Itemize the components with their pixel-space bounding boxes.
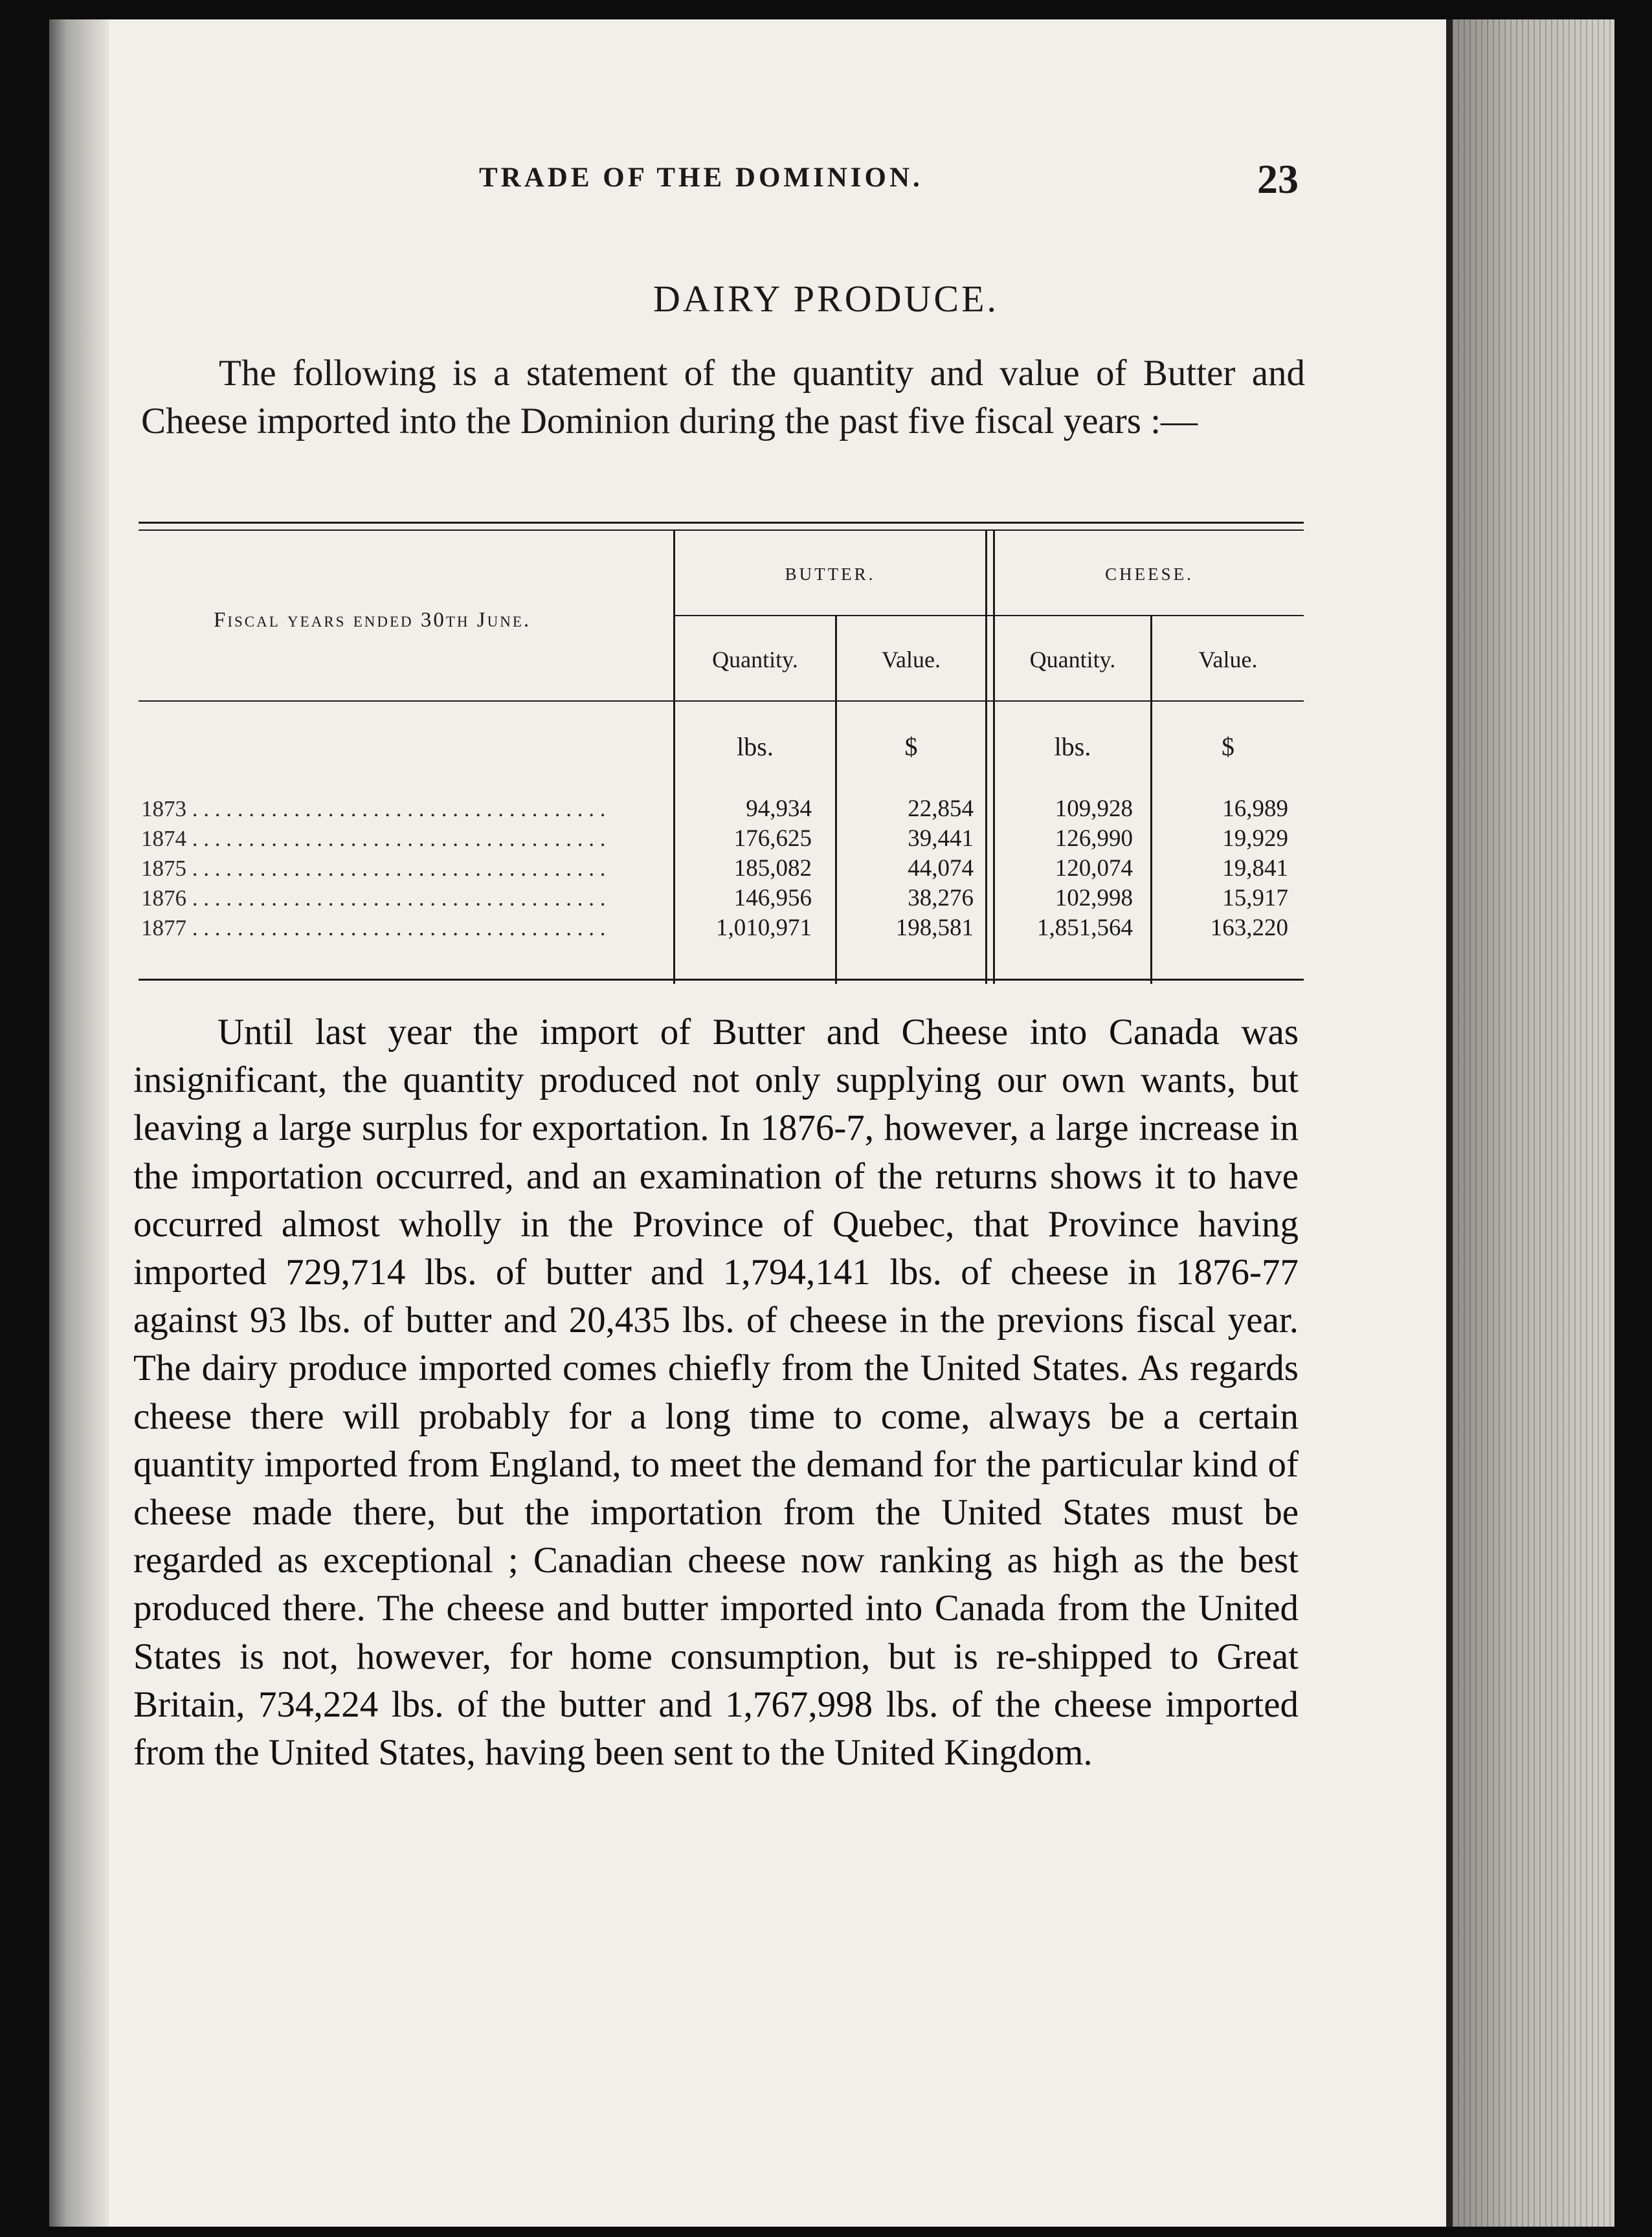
row-year: 1876 <box>141 885 186 911</box>
body-paragraph: Until last year the import of Butter and Cheese into Canada was insignificant, the quantity produced not only supplying our own wants, but leaving a large surplus for exportation. In 1876-7, however, a large increase in the importation occurred, and an examination of the returns shows it to have occurred almost wholly in the Province of Quebec, that Province having imported 729,714 lbs. of butter and 1,794,141 lbs. of cheese in 1876-77 against 93 lbs. of butter and 20,435 lbs. of cheese in the previons fiscal year. The dairy produce imported comes chiefly from the United States. As regards cheese there will probably for a long time to come, always be a certain quantity imported from England, to meet the demand for the particular kind of cheese made there, but the importation from the United States must be regarded as exceptional ; Canadian cheese now ranking as high as the best produced there. The cheese and butter imported into Canada from the United States is not, however, for home consumption, but is re-shipped to Great Britain, 734,224 lbs. of the butter and 1,767,998 lbs. of the cheese imported from the United States, having been sent to the United Kingdom. <box>133 1012 1299 1774</box>
table-bottom-rule <box>139 979 1304 981</box>
butter-value-header: Value. <box>882 647 941 673</box>
cheese-value-header: Value. <box>1198 647 1258 673</box>
row-year: 1875 <box>141 856 186 881</box>
butter-quantity-cell: 176,625 <box>733 825 812 852</box>
leader-dots: . . . . . . . . . . . . . . . . . . . . . . . . . . . . . . . . . . . . . <box>186 885 606 911</box>
page-gutter-shadow <box>49 19 109 2227</box>
running-head: TRADE OF THE DOMINION. <box>479 162 923 193</box>
section-title: DAIRY PRODUCE. <box>653 278 999 320</box>
butter-value-cell: 38,276 <box>908 885 974 911</box>
cheese-quantity-cell: 109,928 <box>1055 796 1133 822</box>
table-group-rule <box>673 615 1304 616</box>
butter-quantity-cell: 94,934 <box>746 796 812 822</box>
butter-value-cell: 198,581 <box>895 915 974 941</box>
butter-quantity-header: Quantity. <box>712 647 798 673</box>
butter-value-unit: $ <box>904 732 918 761</box>
butter-quantity-unit: lbs. <box>737 732 774 761</box>
butter-value-cell: 39,441 <box>908 825 974 852</box>
leader-dots: . . . . . . . . . . . . . . . . . . . . . . . . . . . . . . . . . . . . . <box>186 856 606 881</box>
cheese-header: CHEESE. <box>1105 564 1194 584</box>
cheese-value-cell: 16,989 <box>1222 796 1288 822</box>
butter-value-cell: 22,854 <box>908 796 974 822</box>
cheese-value-cell: 15,917 <box>1222 885 1288 911</box>
page-edges <box>1446 19 1614 2227</box>
cheese-value-cell: 163,220 <box>1210 915 1288 941</box>
page-number: 23 <box>1257 156 1299 202</box>
cheese-quantity-cell: 120,074 <box>1055 855 1133 882</box>
fiscal-years-header: Fiscal years ended 30th June. <box>214 608 531 632</box>
table-header-rule <box>139 700 1304 702</box>
table-top-rule <box>139 522 1304 524</box>
table-top-rule-2 <box>139 529 1304 531</box>
cheese-quantity-cell: 126,990 <box>1055 825 1133 852</box>
table-divider-butter-cheese-a <box>985 531 987 984</box>
row-year: 1873 <box>141 796 186 821</box>
cheese-quantity-cell: 1,851,564 <box>1037 915 1133 941</box>
cheese-value-cell: 19,841 <box>1222 855 1288 882</box>
leader-dots: . . . . . . . . . . . . . . . . . . . . . . . . . . . . . . . . . . . . . <box>186 826 606 851</box>
intro-paragraph: The following is a statement of the quantity and value of Butter and Cheese imported into the Dominion during the past five fiscal years :— <box>141 353 1305 441</box>
cheese-quantity-unit: lbs. <box>1054 732 1091 761</box>
leader-dots: . . . . . . . . . . . . . . . . . . . . . . . . . . . . . . . . . . . . . <box>186 915 606 940</box>
row-year: 1877 <box>141 915 186 940</box>
row-year: 1874 <box>141 826 186 851</box>
butter-quantity-cell: 146,956 <box>733 885 812 911</box>
cheese-quantity-cell: 102,998 <box>1055 885 1133 911</box>
butter-quantity-cell: 1,010,971 <box>716 915 812 941</box>
cheese-value-unit: $ <box>1222 732 1234 761</box>
cheese-quantity-header: Quantity. <box>1029 647 1116 673</box>
butter-quantity-cell: 185,082 <box>733 855 812 882</box>
leader-dots: . . . . . . . . . . . . . . . . . . . . . . . . . . . . . . . . . . . . . <box>186 796 606 821</box>
cheese-value-cell: 19,929 <box>1222 825 1288 852</box>
butter-header: BUTTER. <box>785 564 876 584</box>
butter-value-cell: 44,074 <box>908 855 974 882</box>
